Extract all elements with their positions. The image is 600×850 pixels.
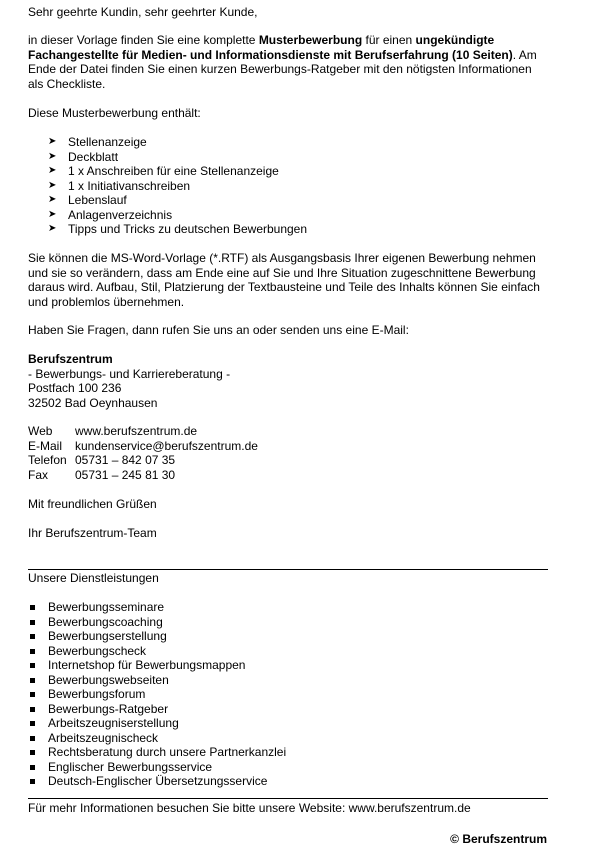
contact-row-email (28, 439, 258, 454)
content-list-item (28, 208, 307, 223)
contact-label: Telefon (28, 453, 67, 467)
services-heading: Unsere Dienstleistungen (28, 571, 159, 585)
team-signature: Ihr Berufszentrum-Team (28, 526, 157, 540)
contents-list (28, 135, 307, 237)
contact-value: 05731 – 842 07 35 (75, 453, 176, 467)
service-list-item (28, 600, 286, 615)
service-item-label: Bewerbungserstellung (48, 629, 167, 643)
org-city: 32502 Bad Oeynhausen (28, 395, 158, 410)
content-list-item (28, 193, 307, 208)
content-list-item (28, 222, 307, 237)
service-item-label: Arbeitszeugniserstellung (48, 716, 179, 730)
closing-salutation: Mit freundlichen Grüßen (28, 497, 157, 511)
org-subtitle: - Bewerbungs- und Karriereberatung - (28, 366, 231, 381)
org-postbox: Postfach 100 236 (28, 381, 122, 395)
square-bullet-icon (30, 750, 35, 755)
square-bullet-icon (30, 692, 35, 697)
square-bullet-icon (30, 678, 35, 683)
content-item-label: 1 x Initiativanschreiben (68, 178, 191, 193)
service-item-label: Bewerbungsseminare (48, 600, 165, 614)
intro-paragraph (28, 33, 548, 91)
service-item-label: Internetshop für Bewerbungsmappen (48, 658, 246, 672)
arrowhead-bullet-icon: ➤ (48, 179, 57, 191)
greeting: Sehr geehrte Kundin, sehr geehrter Kunde, (28, 5, 258, 19)
service-list-item (28, 644, 286, 659)
square-bullet-icon (30, 620, 35, 625)
arrowhead-bullet-icon: ➤ (48, 165, 57, 176)
service-list-item (28, 687, 286, 702)
square-bullet-icon (30, 634, 35, 639)
arrowhead-bullet-icon: ➤ (48, 208, 57, 220)
service-list-item (28, 774, 286, 789)
divider-bottom (28, 798, 548, 799)
intro-text-1: in dieser Vorlage finden Sie eine komplette (28, 33, 259, 47)
service-list-item (28, 615, 286, 630)
square-bullet-icon (30, 663, 35, 668)
contents-heading: Diese Musterbewerbung enthält: (28, 106, 201, 120)
intro-bold-position: ungekündigte Fachangestellte für Medien- und Informationsdienste mit Berufserfahrung (10 Seiten) (28, 33, 513, 62)
content-item-label: Lebenslauf (68, 193, 127, 207)
square-bullet-icon (30, 605, 35, 610)
square-bullet-icon (30, 721, 35, 726)
service-item-label: Deutsch-Englischer Übersetzungsservice (48, 774, 268, 788)
service-item-label: Rechtsberatung durch unsere Partnerkanzlei (48, 745, 287, 759)
contact-value[interactable]: www.berufszentrum.de (75, 424, 198, 438)
service-item-label: Englischer Bewerbungsservice (48, 759, 213, 774)
service-list-item (28, 673, 286, 688)
divider-top (28, 569, 548, 570)
content-list-item (28, 150, 307, 165)
contact-row-fax (28, 468, 258, 483)
arrowhead-bullet-icon: ➤ (48, 194, 57, 205)
service-list-item (28, 716, 286, 731)
content-item-label: 1 x Anschreiben für eine Stellenanzeige (68, 164, 279, 178)
arrowhead-bullet-icon: ➤ (48, 136, 57, 147)
service-list-item (28, 658, 286, 673)
square-bullet-icon (30, 736, 35, 741)
contact-row-phone (28, 453, 258, 468)
contact-value[interactable]: kundenservice@berufszentrum.de (75, 438, 258, 453)
service-list-item (28, 629, 286, 644)
service-list-item (28, 702, 286, 717)
services-list (28, 600, 286, 789)
service-list-item (28, 731, 286, 746)
intro-text-3: . Am Ende der Datei finden Sie einen kurzen Bewerbungs-Ratgeber mit den nötigsten Informationen als Checkliste. (28, 47, 537, 91)
contact-label: Web (28, 424, 53, 438)
service-item-label: Bewerbungscoaching (48, 614, 163, 629)
intro-bold-title: Musterbewerbung (258, 33, 363, 47)
content-item-label: Tipps und Tricks zu deutschen Bewerbungen (68, 222, 308, 236)
square-bullet-icon (30, 649, 35, 654)
service-item-label: Arbeitszeugnischeck (48, 730, 159, 745)
service-item-label: Bewerbungswebseiten (48, 672, 169, 687)
content-list-item (28, 135, 307, 150)
content-list-item (28, 179, 307, 194)
content-list-item (28, 164, 307, 179)
org-name: Berufszentrum (28, 352, 113, 366)
content-item-label: Anlagenverzeichnis (68, 207, 173, 222)
more-info-line: Für mehr Informationen besuchen Sie bitte unsere Website: www.berufszentrum.de (28, 801, 471, 815)
arrowhead-bullet-icon: ➤ (48, 150, 57, 162)
service-item-label: Bewerbungs-Ratgeber (48, 701, 169, 716)
square-bullet-icon (30, 707, 35, 712)
square-bullet-icon (30, 765, 35, 770)
questions-paragraph: Haben Sie Fragen, dann rufen Sie uns an oder senden uns eine E-Mail: (28, 323, 409, 337)
service-list-item (28, 760, 286, 775)
contact-label: Fax (28, 467, 49, 482)
contact-table (28, 424, 258, 482)
service-list-item (28, 745, 286, 760)
contact-row-web (28, 424, 258, 439)
service-item-label: Bewerbungsforum (48, 687, 146, 701)
intro-text-2: für einen (362, 33, 416, 47)
square-bullet-icon (30, 779, 35, 784)
service-item-label: Bewerbungscheck (48, 643, 147, 658)
content-item-label: Deckblatt (68, 149, 119, 164)
usage-paragraph: Sie können die MS-Word-Vorlage (*.RTF) als Ausgangsbasis Ihrer eigenen Bewerbung nehmen und sie so verändern, dass am Ende eine auf Sie und Ihre Situation zugeschnittene Bewerbung daraus wird. Aufbau, Stil, Platzierung der Textbausteine und Teile des Inhalts können Sie einfach und problemlos übernehmen. (28, 251, 540, 309)
content-item-label: Stellenanzeige (68, 135, 147, 149)
contact-label: E-Mail (28, 438, 63, 453)
contact-value: 05731 – 245 81 30 (75, 467, 176, 482)
copyright-notice: © Berufszentrum (450, 832, 547, 846)
organization-address (28, 352, 230, 410)
arrowhead-bullet-icon: ➤ (48, 223, 57, 234)
